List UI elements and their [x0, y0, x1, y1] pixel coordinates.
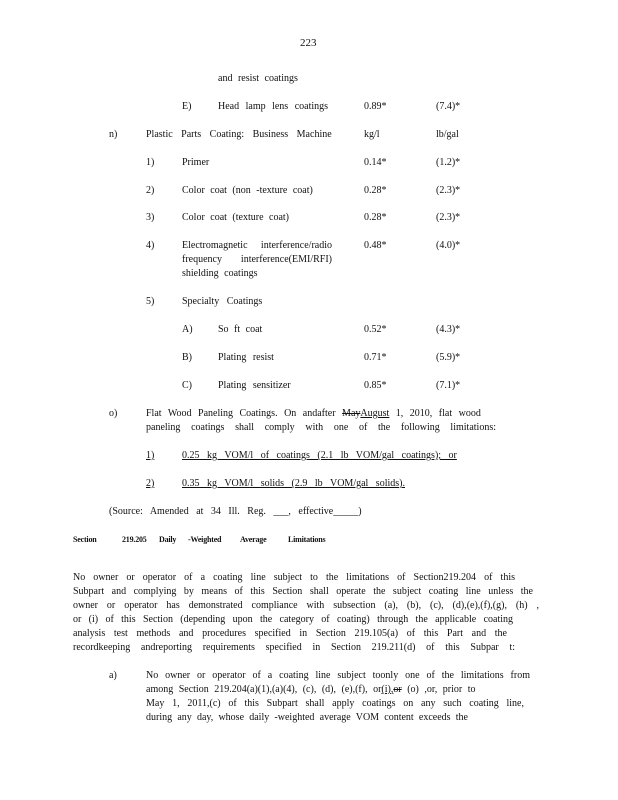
row-number: C) — [182, 380, 192, 391]
row-label: Primer — [182, 157, 210, 168]
section-title-word: Limitations — [288, 535, 326, 544]
row-number: 5) — [146, 296, 155, 307]
limit-number: 1) — [146, 450, 155, 461]
row-kg-value: 0.85* — [364, 380, 387, 391]
page-number: 223 — [300, 37, 317, 49]
row-label: Plating sensitizer — [218, 380, 291, 391]
subsection-line — [146, 712, 468, 724]
paragraph-line-text: Subpart and complying by means of this Section shall operate the subject coating line unless the — [73, 586, 533, 597]
source-note: (Source: Amended at 34 Ill. Reg. ___, effective_____) — [109, 506, 362, 517]
row-lb-value: (4.3)* — [436, 324, 461, 335]
paragraph-line — [73, 586, 533, 598]
row-label-line — [182, 254, 332, 266]
item-o-line1 — [146, 408, 481, 420]
inserted-comma: , — [390, 684, 394, 695]
paragraph-line-text: No owner or operator of a coating line subject to the limitations of Section219.204 of this — [73, 572, 515, 583]
subsection-line2-post: (o) ,or, prior to — [407, 684, 476, 695]
row-lb-value: (5.9)* — [436, 352, 461, 363]
row-label: Specialty Coatings — [182, 296, 263, 307]
subsection-line-text: No owner or operator of a coating line subject toonly one of the limitations from — [146, 670, 530, 681]
row-kg-value: 0.52* — [364, 324, 387, 335]
row-number: 1) — [146, 157, 155, 168]
subsection-line-text: during any day, whose daily -weighted average VOM content exceeds the — [146, 712, 468, 723]
inserted-text: (i) — [381, 684, 391, 695]
row-label: So ft coat — [218, 324, 263, 335]
subsection-letter: a) — [109, 670, 117, 681]
item-o-line1-pre: Flat Wood Paneling Coatings. On andafter — [146, 408, 336, 419]
row-label: Plating resist — [218, 352, 274, 363]
row-label-line3: shielding coatings — [182, 268, 258, 279]
row-lb-value: (2.3)* — [436, 212, 461, 223]
section-title-word: Average — [240, 535, 267, 544]
paragraph-line — [73, 628, 507, 640]
row-lb-value: (1.2)* — [436, 157, 461, 168]
limit-number: 2) — [146, 478, 155, 489]
row-label-line1: Electromagnetic interference/radio — [182, 240, 332, 251]
section-label: Section — [73, 535, 97, 544]
inserted-text: August — [360, 408, 390, 419]
row-number: B) — [182, 352, 192, 363]
paragraph-line-text: owner or operator has demonstrated compliance with subsection (a), (b), (c), (d),(e),(f),(g), (h) , — [73, 600, 539, 611]
item-o-line1-post: 1, 2010, flat wood — [395, 408, 481, 419]
continuation-text: and resist coatings — [218, 73, 298, 84]
item-letter: o) — [109, 408, 118, 419]
paragraph-line — [73, 572, 515, 584]
item-title: Plastic Parts Coating: Business Machine — [146, 129, 332, 140]
subsection-line — [146, 670, 530, 682]
row-number: 2) — [146, 185, 155, 196]
row-label: Head lamp lens coatings — [218, 101, 329, 112]
section-title-word: Daily — [159, 535, 177, 544]
row-label: Color coat (non -texture coat) — [182, 185, 313, 196]
limit-text: 0.35 kg VOM/l solids (2.9 lb VOM/gal solids). — [182, 478, 405, 489]
paragraph-line — [73, 600, 539, 612]
row-lb-value: (7.1)* — [436, 380, 461, 391]
subsection-line-text: May 1, 2011,(c) of this Subpart shall apply coatings on any such coating line, — [146, 698, 524, 709]
paragraph-line-text: recordkeeping andreporting requirements specified in Section 219.211(d) of this Subpar t: — [73, 642, 515, 653]
row-kg-value: 0.71* — [364, 352, 387, 363]
paragraph-line — [73, 614, 513, 626]
paragraph-line-text: analysis test methods and procedures specified in Section 219.105(a) of this Part and the — [73, 628, 507, 639]
row-number: 4) — [146, 240, 155, 251]
row-number: E) — [182, 101, 192, 112]
item-o-line2: paneling coatings shall comply with one of the following limitations: — [146, 422, 496, 433]
row-number: 3) — [146, 212, 155, 223]
row-kg-value: 0.14* — [364, 157, 387, 168]
item-o-line2-wrap — [146, 422, 496, 434]
row-label: Color coat (texture coat) — [182, 212, 290, 223]
row-kg-value: 0.48* — [364, 240, 387, 251]
section-number: 219.205 — [122, 535, 147, 544]
paragraph-line — [73, 642, 515, 654]
subsection-line — [146, 698, 524, 710]
row-lb-value: (4.0)* — [436, 240, 461, 251]
row-lb-value: (2.3)* — [436, 185, 461, 196]
unit-kg: kg/l — [364, 129, 380, 140]
unit-lb: lb/gal — [436, 129, 459, 140]
limit-text: 0.25 kg VOM/l of coatings (2.1 lb VOM/gal coatings); or — [182, 450, 457, 461]
section-title-word: -Weighted — [188, 535, 222, 544]
subsection-line2-pre: among Section 219.204(a)(1),(a)(4), (c), (d), (e),(f), or — [146, 684, 382, 695]
row-kg-value: 0.28* — [364, 212, 387, 223]
row-number: A) — [182, 324, 193, 335]
subsection-line — [146, 684, 476, 696]
struck-text: May — [342, 408, 361, 419]
row-label-line — [182, 240, 332, 252]
row-label-line2: frequency interference(EMI/RFI) — [182, 254, 332, 265]
item-letter: n) — [109, 129, 118, 140]
row-lb-value: (7.4)* — [436, 101, 461, 112]
row-kg-value: 0.89* — [364, 101, 387, 112]
row-kg-value: 0.28* — [364, 185, 387, 196]
struck-text: or — [393, 684, 402, 695]
paragraph-line-text: or (i) of this Section (depending upon the category of coating) through the applicable coating — [73, 614, 513, 625]
